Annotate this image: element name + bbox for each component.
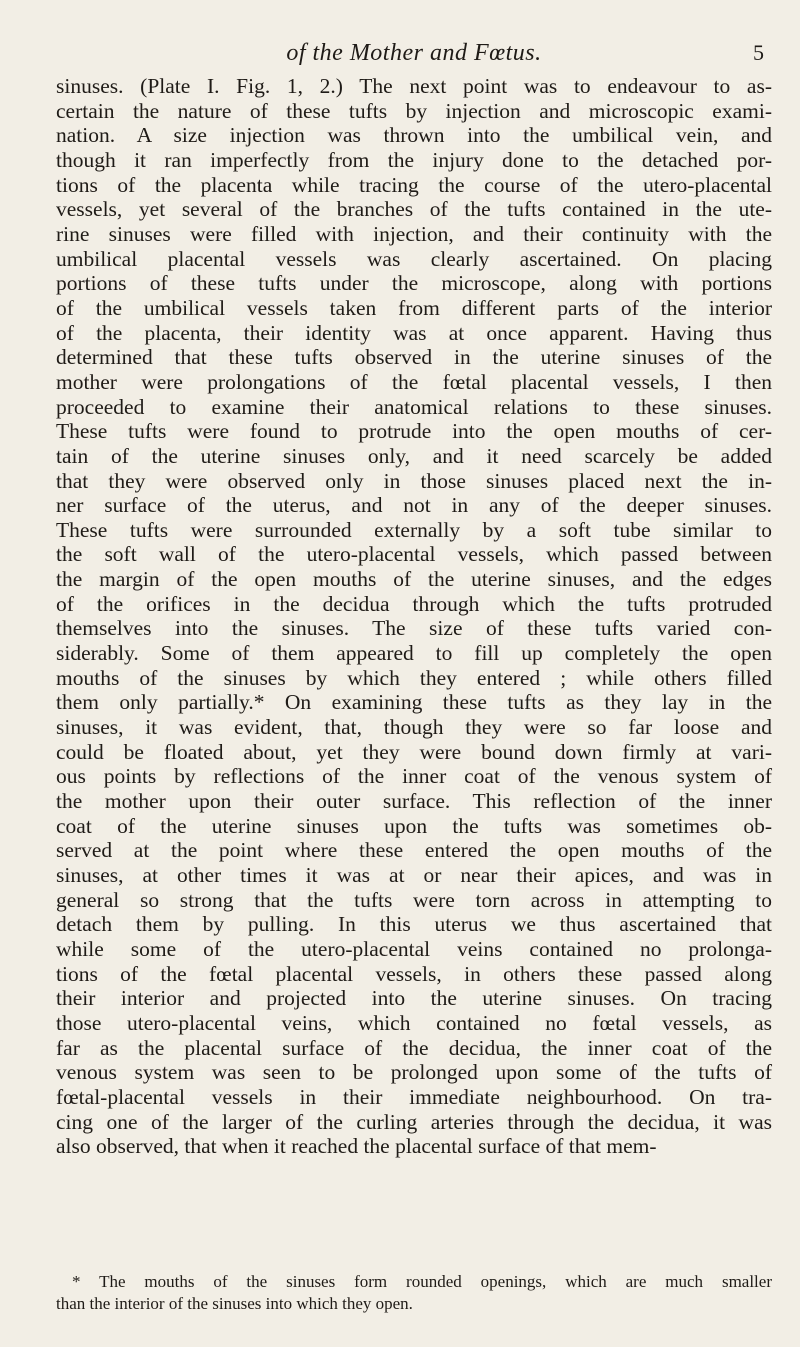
text-line: tain of the uterine sinuses only, and it need scarcely be added <box>56 443 772 468</box>
text-line: though it ran imperfectly from the injury done to the detached por- <box>56 147 772 172</box>
text-line: nation. A size injection was thrown into the umbilical vein, and <box>56 123 772 148</box>
text-line: venous system was seen to be prolonged upon some of the tufts of <box>56 1060 772 1085</box>
text-line: the mother upon their outer surface. This reflection of the inner <box>56 789 772 814</box>
text-line: cing one of the larger of the curling arteries through the decidua, it was <box>56 1109 772 1134</box>
text-line: sinuses. (Plate I. Fig. 1, 2.) The next point was to endeavour to as- <box>56 74 772 98</box>
footnote-line: * The mouths of the sinuses form rounded openings, which are much smaller <box>72 1272 772 1291</box>
text-line: tions of the placenta while tracing the course of the utero-placental <box>56 172 772 197</box>
text-line: those utero-placental veins, which contained no fœtal vessels, as <box>56 1010 772 1035</box>
text-line: of the placenta, their identity was at once apparent. Having thus <box>56 320 772 345</box>
page-number: 5 <box>753 40 764 65</box>
text-line: themselves into the sinuses. The size of these tufts varied con- <box>56 616 772 641</box>
running-head <box>58 40 770 70</box>
text-line: of the orifices in the decidua through which the tufts protruded <box>56 591 772 616</box>
text-line: while some of the utero-placental veins contained no prolonga- <box>56 936 772 961</box>
text-line: These tufts were found to protrude into the open mouths of cer- <box>56 419 772 444</box>
text-line: These tufts were surrounded externally by a soft tube similar to <box>56 517 772 542</box>
text-line: siderably. Some of them appeared to fill up completely the open <box>56 641 772 666</box>
text-line: sinuses, it was evident, that, though they were so far loose and <box>56 715 772 740</box>
text-line: of the umbilical vessels taken from different parts of the interior <box>56 295 772 320</box>
text-line: fœtal-placental vessels in their immediate neighbourhood. On tra- <box>56 1084 772 1109</box>
text-line: coat of the uterine sinuses upon the tufts was sometimes ob- <box>56 813 772 838</box>
footnote-line: than the interior of the sinuses into which they open. <box>56 1294 413 1313</box>
text-line: them only partially.* On examining these tufts as they lay in the <box>56 690 772 715</box>
text-line: ous points by reflections of the inner coat of the venous system of <box>56 764 772 789</box>
text-line: detach them by pulling. In this uterus we thus ascertained that <box>56 912 772 937</box>
text-line: could be floated about, yet they were bound down firmly at vari- <box>56 739 772 764</box>
text-line: portions of these tufts under the microscope, along with portions <box>56 271 772 296</box>
text-line: tions of the fœtal placental vessels, in others these passed along <box>56 961 772 986</box>
text-line: proceeded to examine their anatomical relations to these sinuses. <box>56 394 772 419</box>
text-line: mouths of the sinuses by which they entered ; while others filled <box>56 665 772 690</box>
text-line: the margin of the open mouths of the uterine sinuses, and the edges <box>56 567 772 592</box>
text-line: ner surface of the uterus, and not in any of the deeper sinuses. <box>56 493 772 518</box>
footnote <box>56 1271 772 1315</box>
text-line: sinuses, at other times it was at or near their apices, and was in <box>56 863 772 887</box>
text-line: their interior and projected into the uterine sinuses. On tracing <box>56 986 772 1011</box>
body-text <box>56 74 772 1159</box>
text-line: mother were prolongations of the fœtal placental vessels, I then <box>56 369 772 394</box>
text-line: that they were observed only in those sinuses placed next the in- <box>56 468 772 493</box>
text-line: also observed, that when it reached the placental surface of that mem- <box>56 1134 657 1159</box>
text-line: determined that these tufts observed in the uterine sinuses of the <box>56 345 772 370</box>
text-line: general so strong that the tufts were torn across in attempting to <box>56 887 772 912</box>
text-line: far as the placental surface of the decidua, the inner coat of the <box>56 1035 772 1060</box>
text-line: rine sinuses were filled with injection, and their continuity with the <box>56 221 772 246</box>
text-line: the soft wall of the utero-placental vessels, which passed between <box>56 542 772 567</box>
text-line: certain the nature of these tufts by injection and microscopic exami- <box>56 98 772 123</box>
text-line: vessels, yet several of the branches of the tufts contained in the ute- <box>56 197 772 222</box>
running-title: of the Mother and Fœtus. <box>286 40 542 66</box>
text-line: served at the point where these entered the open mouths of the <box>56 838 772 863</box>
text-line: umbilical placental vessels was clearly ascertained. On placing <box>56 246 772 271</box>
